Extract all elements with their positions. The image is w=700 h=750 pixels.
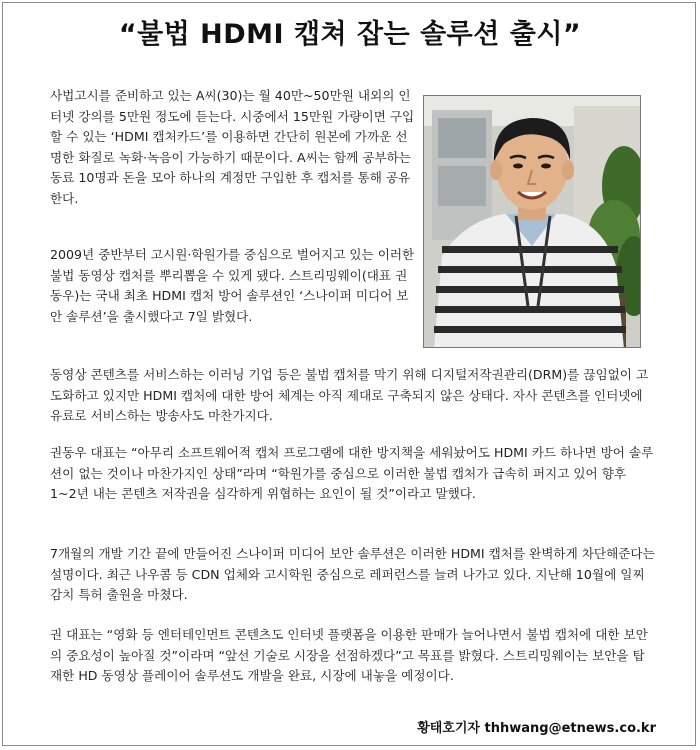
paragraph-2: 2009년 중반부터 고시원·학원가를 중심으로 벌어지고 있는 이러한 불법 동영상 캡처를 뿌리뽑을 수 있게 됐다. 스트리밍웨이(대표 권동우)는 국내 최초 HDMI 캡처 방어 솔루션인 ‘스나이퍼 미디어 보안 솔루션’을 출시했다고 7일 밝혔다.: [50, 247, 415, 324]
paragraph-5: 7개월의 개발 기간 끝에 만들어진 스나이퍼 미디어 보안 솔루션은 이러한 HDMI 캡처를 완벽하게 차단해준다는 설명이다. 최근 나우콤 등 CDN 업체와 고시학원 중심으로 레퍼런스를 늘려 나가고 있다. 지난해 10월에 일찌감치 특허 출원을 마쳤다.: [50, 546, 655, 602]
headline: “불법 HDMI 캡쳐 잡는 솔루션 출시”: [118, 19, 582, 50]
paragraph-1: 사법고시를 준비하고 있는 A씨(30)는 월 40만~50만원 내외의 인터넷 강의를 5만원 정도에 듣는다. 시중에서 15만원 가량이면 구입할 수 있는 ‘HDMI 캡처카드’를 이용하면 간단히 원본에 가까운 선명한 화질로 녹화·녹음이 가능하기 때문이다. A씨는 함께 공부하는 동료 10명과 돈을 모아 하나의 계정만 구입한 후 캡처를 통해 공유한다.: [50, 88, 415, 206]
portrait-photo: [423, 95, 641, 348]
paragraph-6: 권 대표는 “영화 등 엔터테인먼트 콘텐츠도 인터넷 플랫폼을 이용한 판매가 늘어나면서 불법 캡처에 대한 보안의 중요성이 높아질 것”이라며 “앞선 기술로 시장을 선점하겠다”고 목표를 밝혔다. 스트리밍웨이는 보안을 탑재한 HD 동영상 플레이어 솔루션도 개발을 완료, 시장에 내놓을 예정이다.: [50, 627, 648, 683]
byline: 황태호기자 thhwang@etnews.co.kr: [417, 721, 656, 736]
person-portrait-icon: [424, 96, 641, 348]
paragraph-3: 동영상 콘텐츠를 서비스하는 이러닝 기업 등은 불법 캡처를 막기 위해 디지털저작권관리(DRM)를 끊임없이 고도화하고 있지만 HDMI 캡처에 대한 방어 체계는 아직 제대로 구축되지 않은 상태다. 자사 콘텐츠를 인터넷에 유료로 서비스하는 방송사도 마찬가지다.: [50, 367, 649, 423]
paragraph-4: 권동우 대표는 “아무리 소프트웨어적 캡처 프로그램에 대한 방지책을 세워놨어도 HDMI 카드 하나면 방어 솔루션이 없는 것이나 마찬가지인 상태”라며 “학원가를 중심으로 이러한 불법 캡처가 급속히 퍼지고 있어 향후 1~2년 내는 콘텐츠 저작권을 심각하게 위협하는 요인이 될 것”이라고 말했다.: [50, 445, 654, 501]
